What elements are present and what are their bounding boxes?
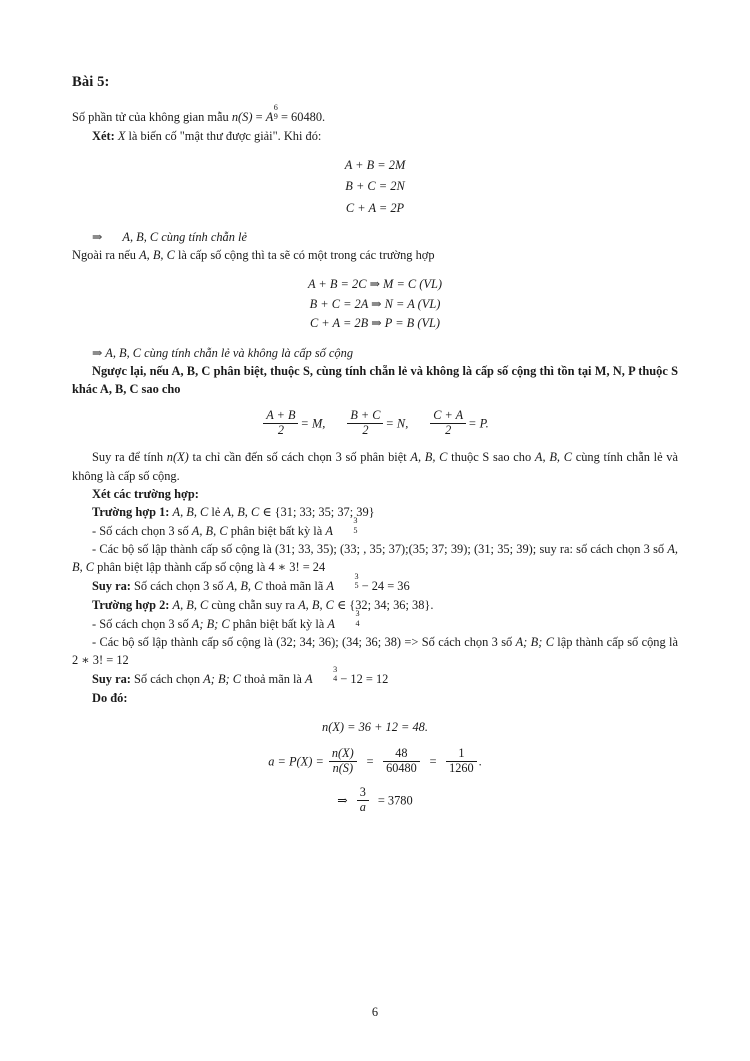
- prob-eq-1: =: [365, 754, 375, 769]
- case-2-in: ∈: [333, 597, 350, 612]
- case-2-b3-A-supsub: [313, 664, 338, 684]
- eq3-part2-rhs: = N,: [385, 416, 409, 431]
- suy-ra-mid: ta chỉ cần đến số cách chọn 3 số phân biệt: [188, 450, 411, 465]
- fraction-AB-2: [263, 409, 298, 438]
- fraction-BC-den: 2: [347, 423, 383, 438]
- fraction-1-num: 1: [458, 745, 465, 760]
- case-1-vars2: A, B, C: [223, 504, 260, 519]
- fraction-1-1260: [446, 747, 477, 776]
- case-1-bullet-2: [72, 540, 678, 576]
- fraction-3-num: 3: [359, 785, 366, 800]
- fraction-48-60480: [383, 747, 420, 776]
- case-1-mid: lẻ: [208, 504, 224, 519]
- suy-ra-vars: A, B, C: [410, 450, 448, 465]
- case-1-suy-ra-label: Suy ra:: [92, 579, 131, 594]
- case-2-b1-post: phân biệt bất kỳ là: [229, 616, 328, 631]
- fraction-60480-den: 60480: [383, 761, 420, 776]
- fraction-a-den: a: [357, 800, 369, 815]
- case-2-b2-post: lập thành cấp số cộng là: [553, 635, 678, 650]
- suy-ra-post: thuộc S sao cho: [447, 450, 535, 465]
- case-1-set: {31; 33; 35; 37; 39}: [274, 504, 375, 519]
- case-1-vars: A, B, C: [172, 504, 209, 519]
- nguoc-lai-vars3: A, B, C: [99, 381, 139, 396]
- case-2-b2-mid: Số cách chọn 3 số: [421, 635, 516, 650]
- nguoc-lai-2: phân biệt, thuộc: [210, 363, 303, 378]
- fraction-AB-den: 2: [263, 423, 298, 438]
- case-1-b3-A-supsub: [334, 571, 359, 591]
- case-1-b1-A-supsub: [333, 516, 358, 536]
- fraction-nX-num: n(X): [331, 745, 354, 760]
- page-number: 6: [371, 1005, 379, 1019]
- case-1-b2-vars: A, B, C: [72, 542, 678, 575]
- after-eq2-line-1: [72, 344, 678, 362]
- case-1-b3-vars: A, B, C: [226, 579, 263, 594]
- prob-eq-2: =: [428, 754, 438, 769]
- case-2-b3-A: A: [305, 672, 313, 687]
- case-2-mid: cùng chẵn suy ra: [208, 597, 299, 612]
- case-2-b2-pre: - Các bộ số lập thành cấp số cộng là: [92, 635, 277, 650]
- case-2-b3-post: thoả mãn là: [241, 672, 306, 687]
- intro-line2-rest: là biến cố "mật thư được giải". Khi đó:: [125, 128, 322, 143]
- case-2-vars2: A, B, C: [298, 597, 334, 612]
- case-1-b3-post: thoả mãn lã: [262, 579, 327, 594]
- after-eq2-line1-text: ⇒ A, B, C cùng tính chẵn lẻ và không là cấp số cộng: [92, 345, 354, 360]
- fraction-BC-num: B + C: [350, 407, 381, 422]
- fraction-BC-2: [347, 409, 383, 438]
- case-1-heading: [72, 503, 678, 521]
- after-eq2-bold-paragraph: [72, 362, 678, 398]
- equation-2-line-3: C + A = 2B ⇒ P = B (VL): [309, 316, 441, 331]
- suy-ra-end: cùng tính chẵn lẻ và không là cấp số cộng.: [72, 450, 679, 483]
- fraction-1260-den: 1260: [446, 761, 477, 776]
- after-eq1-line1-text: A, B, C cùng tính chẵn lẻ: [122, 230, 247, 245]
- equation-probability-line: [72, 747, 678, 776]
- case-2-suy-ra-label: Suy ra:: [92, 672, 131, 687]
- final-eq: = 3780: [377, 793, 413, 808]
- case-1-b3-A-sub: 5: [354, 581, 359, 591]
- case-2-bullet-1: [72, 609, 678, 633]
- intro-A-sup: 6: [273, 102, 278, 112]
- case-2-b1-A: A: [327, 616, 335, 631]
- fraction-nS-den: n(S): [329, 761, 357, 776]
- case-2-b3-A-sup: 3: [333, 664, 338, 674]
- case-2-b1-pre: - Số cách chọn 3 số: [92, 616, 192, 631]
- nguoc-lai-3: , cùng tính chẵn lẻ và không là cấp số cộng thì tồn tại: [309, 363, 595, 378]
- implies-arrow-icon: ⇒: [92, 230, 103, 245]
- case-1-result: [72, 571, 678, 595]
- case-1-b3-pre: Số cách chọn 3 số: [130, 579, 227, 594]
- equation-final-line: [72, 786, 678, 815]
- suy-ra-pre: Suy ra để tính: [92, 450, 167, 465]
- equation-block-2: [72, 275, 678, 332]
- case-1-b2-mid: suy ra: số cách chọn 3 số: [536, 542, 668, 557]
- fraction-CA-den: 2: [430, 423, 466, 438]
- do-do-heading: Do đó:: [92, 690, 128, 705]
- suy-ra-de-tinh-paragraph: [72, 448, 678, 484]
- case-1-b1-pre: - Số cách chọn 3 số: [92, 524, 192, 539]
- case-1-b3-A: A: [326, 579, 334, 594]
- intro-A-supsub: [273, 102, 278, 122]
- equation-block-1: [72, 156, 678, 217]
- case-2-b3-A-sub: 4: [333, 674, 338, 684]
- intro-var-X: X: [117, 128, 126, 143]
- equation-final: [72, 786, 678, 815]
- nguoc-lai-S: S: [302, 363, 310, 378]
- fraction-AB-num: A + B: [266, 407, 296, 422]
- nguoc-lai-5: sao cho: [138, 381, 181, 396]
- case-2-b2-calc: 2 ∗ 3! = 12: [72, 653, 129, 668]
- equation-nX-line: n(X) = 36 + 12 = 48.: [322, 719, 428, 734]
- intro-line-1: [72, 102, 678, 126]
- fraction-CA-2: [430, 409, 466, 438]
- case-2-vars: A, B, C: [172, 597, 209, 612]
- case-1-label: Trường hợp 1:: [92, 504, 170, 519]
- eq3-part3-rhs: = P.: [468, 416, 489, 431]
- fraction-3-a: [357, 786, 369, 815]
- equation-1-line-2: B + C = 2N: [345, 179, 405, 194]
- intro-eq2: = 60480.: [277, 110, 326, 125]
- after-eq1-line-1: [72, 228, 678, 246]
- case-2-b3-vars: A; B; C: [203, 672, 242, 687]
- case-1-b1-vars: A, B, C: [191, 524, 228, 539]
- after-eq1-line2-pre: Ngoài ra nếu: [72, 248, 140, 263]
- suy-ra-nX: n(X): [166, 450, 189, 465]
- prob-period: .: [478, 754, 482, 769]
- nguoc-lai-vars1: A, B, C: [171, 363, 211, 378]
- prob-lhs: a = P(X) =: [268, 754, 327, 769]
- equation-block-3: [72, 409, 678, 438]
- case-2-bullet-2: [72, 633, 678, 669]
- xet-cac-truong-hop-heading: Xét các trường hợp:: [92, 486, 199, 501]
- fraction-CA-num: C + A: [433, 407, 464, 422]
- equation-1-line-1: A + B = 2M: [344, 157, 406, 172]
- case-2-b1-A-sub: 4: [355, 618, 360, 628]
- case-2-b1-vars: A; B; C: [191, 616, 230, 631]
- case-1-b1-A-sup: 3: [353, 516, 358, 526]
- case-1-b3-calc: − 24 = 36: [358, 579, 410, 594]
- after-eq1-line2-post: là cấp số cộng thì ta sẽ có một trong các trường hợp: [174, 248, 435, 263]
- case-2-b3-calc: − 12 = 12: [337, 672, 389, 687]
- case-2-b1-A-supsub: [335, 609, 360, 628]
- case-1-b2-pre: - Các bộ số lập thành cấp số cộng là: [92, 542, 275, 557]
- case-1-b2-post: phân biệt lập thành cấp số cộng là: [94, 560, 269, 575]
- equation-nX: [72, 718, 678, 736]
- case-2-b2-arrow: =>: [401, 635, 422, 650]
- nguoc-lai-4: thuộc S khác: [72, 363, 679, 396]
- nguoc-lai-vars2: M, N, P: [594, 363, 635, 378]
- after-eq1-line-2: [72, 246, 678, 264]
- final-implies-arrow-icon: ⇒: [337, 793, 348, 808]
- fraction-48-num: 48: [395, 745, 408, 760]
- page-title: Bài 5:: [72, 74, 110, 90]
- case-2-b2-vars: A; B; C: [515, 635, 554, 650]
- case-2-heading: [72, 596, 678, 614]
- case-1-b1-A: A: [325, 524, 333, 539]
- case-1-b2-calc: 4 ∗ 3! = 24: [268, 560, 326, 575]
- case-2-label: Trường hợp 2:: [92, 597, 170, 612]
- equation-2-line-1: A + B = 2C ⇒ M = C (VL): [307, 277, 443, 292]
- case-1-b1-post: phân biệt bất kỳ là: [227, 524, 326, 539]
- intro-nS: n(S): [231, 110, 253, 125]
- nguoc-lai-1: Ngược lại, nếu: [92, 363, 172, 378]
- document-body: [72, 72, 678, 815]
- case-1-in: ∈: [259, 504, 275, 519]
- case-2-set: {32; 34; 36; 38}.: [349, 597, 434, 612]
- intro-line1-pre: Số phần tử của không gian mẫu: [72, 110, 232, 125]
- case-1-b3-A-sup: 3: [354, 571, 359, 581]
- suy-ra-vars2: A, B, C: [534, 450, 572, 465]
- fraction-nX-nS: [329, 747, 357, 776]
- case-2-b2-tuples: (32; 34; 36); (34; 36; 38): [276, 635, 402, 650]
- equation-1-line-3: C + A = 2P: [345, 200, 405, 215]
- case-2-result: [72, 664, 678, 688]
- equation-probability: [72, 747, 678, 776]
- case-2-b1-A-sup: 3: [355, 609, 360, 619]
- equation-3-line: [72, 409, 678, 438]
- intro-A: A: [265, 110, 274, 125]
- intro-line-2: [72, 127, 678, 145]
- intro-eq1: =: [252, 110, 266, 125]
- xet-label: Xét:: [92, 128, 115, 143]
- eq3-part1-rhs: = M,: [300, 416, 326, 431]
- case-1-b1-A-sub: 5: [353, 525, 358, 535]
- equation-2-line-2: B + C = 2A ⇒ N = A (VL): [309, 296, 441, 311]
- case-1-bullet-1: [72, 516, 678, 540]
- after-eq1-line2-vars: A, B, C: [139, 248, 175, 263]
- case-2-b3-pre: Số cách chọn: [130, 672, 204, 687]
- case-1-b2-tuples: (31; 33, 35); (33; , 35; 37);(35; 37; 39); (31; 35; 39);: [274, 542, 537, 557]
- intro-A-sub: 9: [273, 112, 278, 122]
